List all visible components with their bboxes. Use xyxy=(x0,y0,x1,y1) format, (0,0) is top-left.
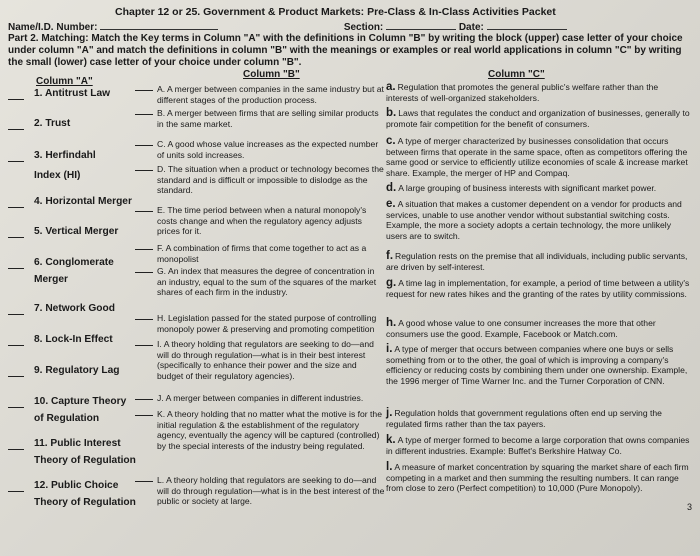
definition-item: L. A theory holding that regulators are seeking to do—and will do through regulation—what is in the best interest of the public or society at large. xyxy=(135,475,385,507)
term-item: 10. Capture Theory of Regulation xyxy=(8,396,126,425)
meaning-item: b. Laws that regulates the conduct and organization of businesses, generally to promote fair competition for the benefit of consumers. xyxy=(386,107,690,129)
definition-item: F. A combination of firms that come together to act as a monopolist xyxy=(135,243,385,264)
definition-item: G. An index that measures the degree of concentration in an industry, equal to the sum of the squares of the market shares of each firm in the industry. xyxy=(135,266,385,298)
answer-blank[interactable] xyxy=(135,345,153,346)
meaning-item: e. A situation that makes a customer dependent on a vendor for products and services, unable to use another vendor without substantial switching costs. Example, the more a society adopts a certain technology, the more unlikely users are to switch. xyxy=(386,198,682,241)
answer-blank[interactable] xyxy=(8,129,24,130)
answer-blank[interactable] xyxy=(135,415,153,416)
term-item: 7. Network Good xyxy=(8,303,115,315)
answer-blank[interactable] xyxy=(8,491,24,492)
term-item: 9. Regulatory Lag xyxy=(8,365,119,377)
answer-blank[interactable] xyxy=(135,114,153,115)
term-item: 8. Lock-In Effect xyxy=(8,334,113,346)
definition-item: I. A theory holding that regulators are seeking to do—and will do through regulation—what is in their best interest (specifically to enhance their power and the size and budget of their regulatory agencies). xyxy=(135,339,385,381)
answer-blank[interactable] xyxy=(8,99,24,100)
meaning-item: h. A good whose value to one consumer increases the more that other consumers use the good. Example, Facebook or Match.com. xyxy=(386,317,656,339)
column-a-header: Column "A" xyxy=(36,76,93,87)
definition-item: J. A merger between companies in different industries. xyxy=(135,393,385,404)
answer-blank[interactable] xyxy=(135,272,153,273)
term-item: 4. Horizontal Merger xyxy=(8,196,132,208)
term-item: 12. Public Choice Theory of Regulation xyxy=(8,480,136,509)
column-c-header: Column "C" xyxy=(488,69,545,80)
answer-blank[interactable] xyxy=(8,268,24,269)
definition-item: A. A merger between companies in the same industry but at different stages of the production process. xyxy=(135,84,385,105)
definition-item: E. The time period between when a natural monopoly's costs change and when the regulatory agency adjusts prices for it. xyxy=(135,205,385,237)
term-item: 3. Herfindahl Index (HI) xyxy=(8,150,96,182)
answer-blank[interactable] xyxy=(8,314,24,315)
meaning-item: a. Regulation that promotes the general public's welfare rather than the interests of well-organized stakeholders. xyxy=(386,81,659,103)
section-label: Section: xyxy=(343,22,384,33)
date-label: Date: xyxy=(458,22,484,33)
answer-blank[interactable] xyxy=(135,319,153,320)
answer-blank[interactable] xyxy=(135,249,153,250)
name-field[interactable] xyxy=(100,20,218,30)
definition-item: B. A merger between firms that are selling similar products in the same market. xyxy=(135,108,385,129)
term-item: 5. Vertical Merger xyxy=(8,226,118,238)
answer-blank[interactable] xyxy=(135,90,153,91)
section-field[interactable] xyxy=(386,20,456,30)
definition-item: D. The situation when a product or technology becomes the standard and is difficult or impossible to dislodge as the standard. xyxy=(135,164,385,196)
answer-blank[interactable] xyxy=(135,211,153,212)
definition-item: K. A theory holding that no matter what the motive is for the initial regulation & the establishment of the regulatory agency, eventually the agency will be captured (controlled) by the special interests of the industry being regulated. xyxy=(135,409,385,451)
answer-blank[interactable] xyxy=(135,145,153,146)
meaning-item: j. Regulation holds that government regulations often end up serving the regulated firms rather than the tax payers. xyxy=(386,407,662,429)
answer-blank[interactable] xyxy=(8,237,24,238)
answer-blank[interactable] xyxy=(8,449,24,450)
definition-item: H. Legislation passed for the stated purpose of controlling monopoly power & preserving and promoting competition xyxy=(135,313,385,334)
page-number: 3 xyxy=(686,502,692,512)
name-label: Name/I.D. Number: xyxy=(8,22,98,33)
answer-blank[interactable] xyxy=(8,345,24,346)
answer-blank[interactable] xyxy=(8,407,24,408)
term-item: 11. Public Interest Theory of Regulation xyxy=(8,438,136,467)
column-b-header: Column "B" xyxy=(243,69,300,80)
definition-item: C. A good whose value increases as the expected number of units sold increases. xyxy=(135,139,385,160)
answer-blank[interactable] xyxy=(8,207,24,208)
term-item: 1. Antitrust Law xyxy=(8,88,110,100)
student-info-row xyxy=(8,20,567,33)
meaning-item: d. A large grouping of business interests with significant market power. xyxy=(386,182,657,194)
answer-blank[interactable] xyxy=(135,399,153,400)
instructions: Part 2. Matching: Match the Key terms in Column "A" with the definitions in Column "B" by writing the block (upper) case letter of your choice under column "A" and match the definitions in column "B" with the meanings or examples or real world applications in column "C" by writing the small (lower) case letter of your choice under column "B". xyxy=(8,33,683,68)
term-item: 6. Conglomerate Merger xyxy=(8,257,114,286)
meaning-item: i. A type of merger that occurs between companies where one buys or sells something from or to the other, the goal of which is improving a company's efficiency or reducing costs by combining them under one ownership. Example, the 1996 merger of Time Warner Inc. and the Turner Corporation of CNN. xyxy=(386,343,688,386)
meaning-item: l. A measure of market concentration by squaring the market share of each firm competing in a market and then summing the resulting numbers. It can range from close to zero (Perfect competition) to 10,000 (Pure Monopoly). xyxy=(386,461,689,493)
meaning-item: c. A type of merger characterized by businesses consolidation that occurs between firms that operate in the same space, often as competitors offering the same good or service to efficiently utilize economies of scale & increase market share. Example, the merger of HP and Compaq. xyxy=(386,135,688,178)
meaning-item: f. Regulation rests on the premise that all individuals, including public servants, are driven by self-interest. xyxy=(386,250,688,272)
meaning-item: k. A type of merger formed to become a large corporation that owns companies in different industries. Example: Buffet's Berkshire Hatway Co. xyxy=(386,434,690,456)
answer-blank[interactable] xyxy=(135,170,153,171)
term-item: 2. Trust xyxy=(8,118,70,130)
date-field[interactable] xyxy=(487,20,567,30)
page-title: Chapter 12 or 25. Government & Product Markets: Pre-Class & In-Class Activities Packet xyxy=(115,6,556,18)
answer-blank[interactable] xyxy=(135,481,153,482)
answer-blank[interactable] xyxy=(8,161,24,162)
answer-blank[interactable] xyxy=(8,376,24,377)
meaning-item: g. A time lag in implementation, for example, a period of time between a utility's request for new rates hikes and the granting of the rates by utility commissions. xyxy=(386,277,690,299)
